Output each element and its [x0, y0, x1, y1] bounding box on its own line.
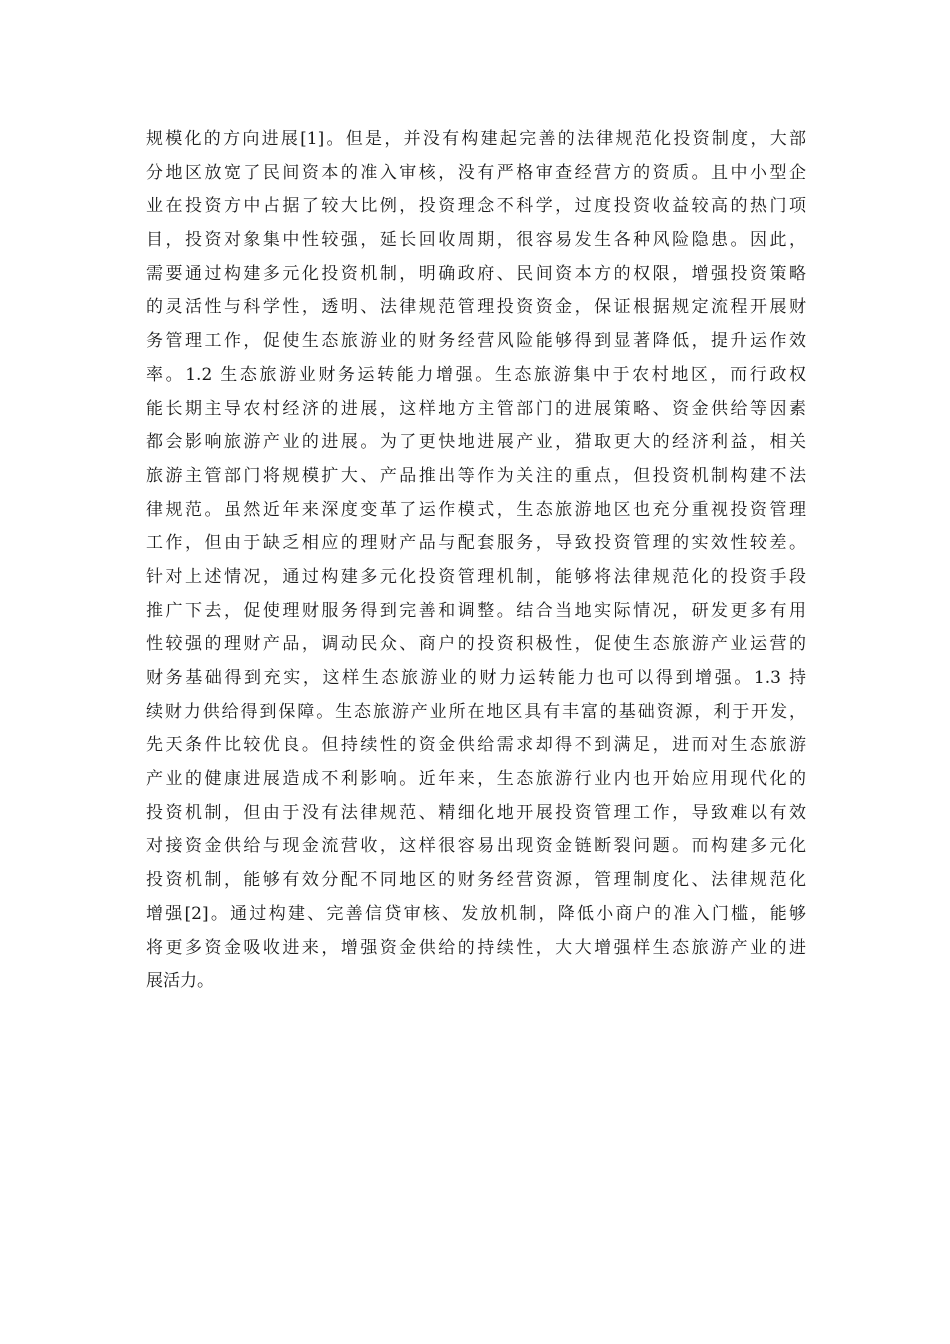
text-line: 产业的健康进展造成不利影响。近年来，生态旅游行业内也开始应用现代化的 [146, 769, 806, 790]
text-line: 财务基础得到充实，这样生态旅游业的财力运转能力也可以得到增强。1.3 持 [146, 668, 806, 688]
text-line: 业在投资方中占据了较大比例，投资理念不科学，过度投资收益较高的热门项 [146, 196, 806, 217]
text-line: 续财力供给得到保障。生态旅游产业所在地区具有丰富的基础资源，利于开发， [146, 701, 806, 722]
text-line: 推广下去，促使理财服务得到完善和调整。结合当地实际情况，研发更多有用 [146, 600, 806, 621]
text-line: 将更多资金吸收进来，增强资金供给的持续性，大大增强样生态旅游产业的进 [146, 937, 806, 958]
text-line: 的灵活性与科学性，透明、法律规范管理投资资金，保证根据规定流程开展财 [146, 297, 806, 318]
text-line: 投资机制，但由于没有法律规范、精细化地开展投资管理工作，导致难以有效 [146, 802, 806, 823]
text-line: 规模化的方向进展[1]。但是，并没有构建起完善的法律规范化投资制度，大部 [146, 129, 806, 149]
text-line: 务管理工作，促使生态旅游业的财务经营风险能够得到显著降低，提升运作效 [146, 331, 806, 352]
body-paragraph [146, 123, 806, 999]
text-line: 对接资金供给与现金流营收，这样很容易出现资金链断裂问题。而构建多元化 [146, 836, 806, 857]
text-line: 性较强的理财产品，调动民众、商户的投资积极性，促使生态旅游产业运营的 [146, 634, 806, 655]
text-line: 律规范。虽然近年来深度变革了运作模式，生态旅游地区也充分重视投资管理 [146, 499, 806, 520]
text-line: 目，投资对象集中性较强，延长回收周期，很容易发生各种风险隐患。因此， [146, 230, 806, 251]
text-line: 需要通过构建多元化投资机制，明确政府、民间资本方的权限，增强投资策略 [146, 263, 806, 284]
text-line: 能长期主导农村经济的进展，这样地方主管部门的进展策略、资金供给等因素 [146, 398, 806, 419]
text-line: 工作，但由于缺乏相应的理财产品与配套服务，导致投资管理的实效性较差。 [146, 533, 806, 554]
text-line: 增强[2]。通过构建、完善信贷审核、发放机制，降低小商户的准入门槛，能够 [146, 903, 806, 924]
text-line: 旅游主管部门将规模扩大、产品推出等作为关注的重点，但投资机制构建不法 [146, 465, 806, 486]
text-line: 投资机制，能够有效分配不同地区的财务经营资源，管理制度化、法律规范化 [146, 870, 806, 891]
text-line: 展活力。 [146, 971, 214, 992]
text-line: 都会影响旅游产业的进展。为了更快地进展产业，猎取更大的经济利益，相关 [146, 432, 806, 453]
text-line: 分地区放宽了民间资本的准入审核，没有严格审查经营方的资质。且中小型企 [146, 162, 806, 183]
text-line: 率。1.2 生态旅游业财务运转能力增强。生态旅游集中于农村地区，而行政权 [146, 364, 806, 385]
text-line: 针对上述情况，通过构建多元化投资管理机制，能够将法律规范化的投资手段 [146, 566, 806, 587]
text-line: 先天条件比较优良。但持续性的资金供给需求却得不到满足，进而对生态旅游 [146, 735, 806, 756]
